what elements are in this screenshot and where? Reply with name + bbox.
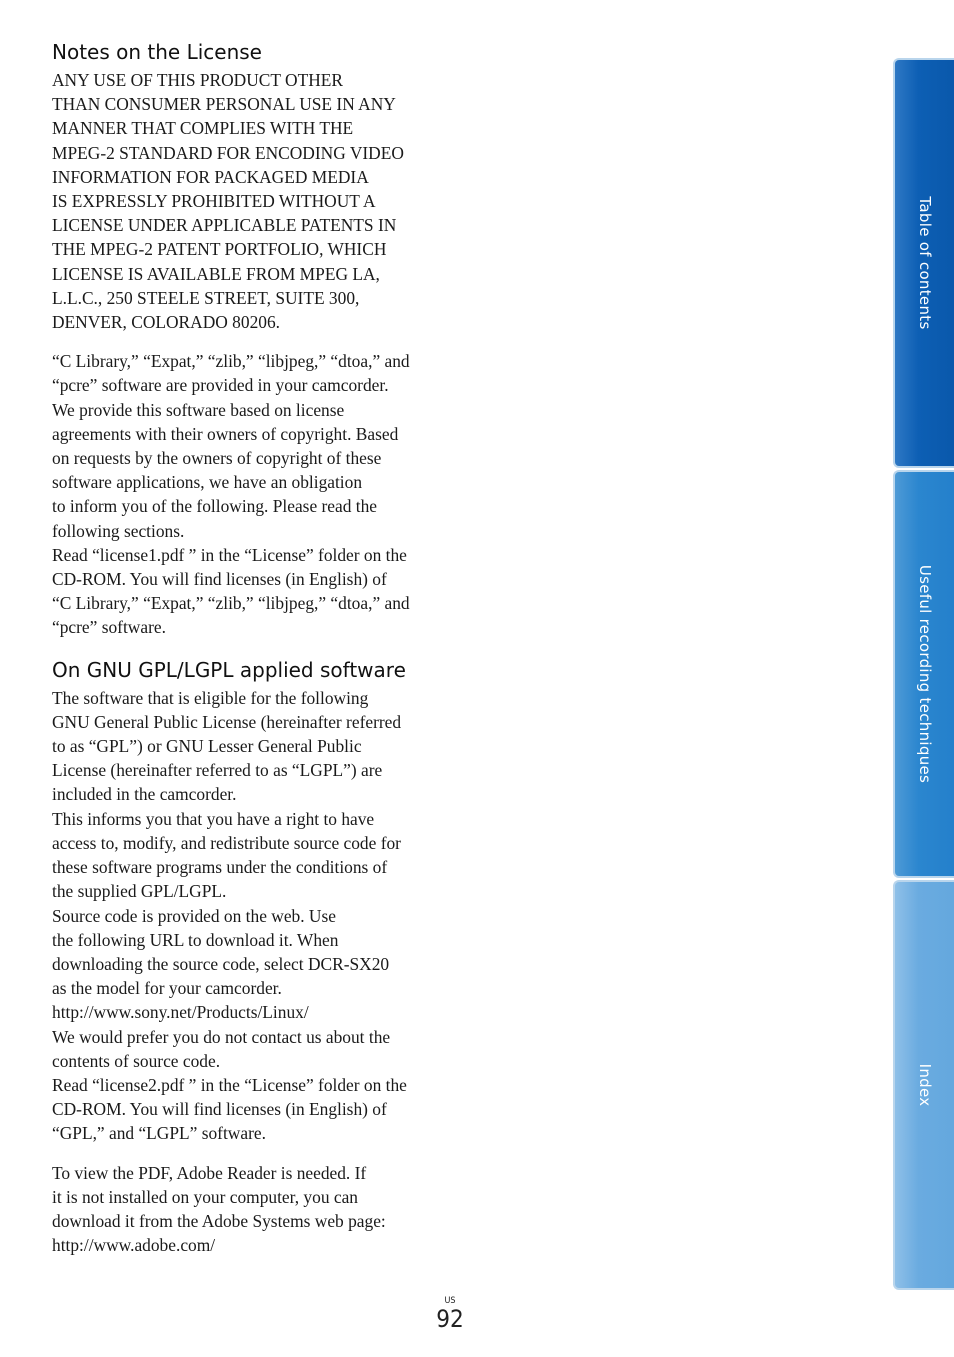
adobe-reader-paragraph: To view the PDF, Adobe Reader is needed. If it is not installed on your computer, you can download it from the Adobe Systems web page: http://www.adobe.com/ bbox=[52, 1162, 386, 1256]
tab-label: Index bbox=[915, 1063, 934, 1107]
tab-label: Table of contents bbox=[915, 196, 934, 330]
tab-useful-recording-techniques[interactable] bbox=[893, 470, 954, 878]
tab-table-of-contents[interactable] bbox=[893, 58, 954, 468]
page-region-code: US bbox=[444, 1296, 456, 1306]
page-number bbox=[430, 1296, 470, 1332]
gpl-paragraph: The software that is eligible for the following GNU General Public License (hereinafter referred to as “GPL”) or GNU Lesser General Public License (hereinafter referred to as “LGPL”) are included in the camcorder. This informs you that you have a right to have access to, modify, and redistribute source code for these software programs under the conditions of the supplied GPL/LGPL. Source code is provided on the web. Use the following URL to download it. When downloading the source code, select DCR-SX20 as the model for your camcorder. http://www.sony.net/Products/Linux/ We would prefer you do not contact us about the contents of source code. Read “license2.pdf ” in the “License” folder on the CD-ROM. You will find licenses (in English) of “GPL,” and “LGPL” software. bbox=[52, 687, 407, 1144]
mpeg2-notice-paragraph: ANY USE OF THIS PRODUCT OTHER THAN CONSUMER PERSONAL USE IN ANY MANNER THAT COMPLIES WITH THE MPEG-2 STANDARD FOR ENCODING VIDEO INFORMATION FOR PACKAGED MEDIA IS EXPRESSLY PROHIBITED WITHOUT A LICENSE UNDER APPLICABLE PATENTS IN THE MPEG-2 PATENT PORTFOLIO, WHICH LICENSE IS AVAILABLE FROM MPEG LA, L.L.C., 250 STEELE STREET, SUITE 300, DENVER, COLORADO 80206. bbox=[52, 70, 404, 333]
tab-index[interactable] bbox=[893, 880, 954, 1290]
section-license-notes bbox=[52, 38, 432, 640]
page-content bbox=[52, 38, 432, 1257]
software-license-paragraph: “C Library,” “Expat,” “zlib,” “libjpeg,” “dtoa,” and “pcre” software are provided in your camcorder. We provide this software based on license agreements with their owners of copyright. Based on requests by the owners of copyright of these software applications, we have an obligation to inform you of the following. Please read the following sections. Read “license1.pdf ” in the “License” folder on the CD-ROM. You will find licenses (in English) of “C Library,” “Expat,” “zlib,” “libjpeg,” “dtoa,” and “pcre” software. bbox=[52, 351, 410, 638]
section-gnu-gpl bbox=[52, 656, 432, 1258]
section-heading: Notes on the License bbox=[52, 40, 262, 64]
side-tab-nav bbox=[893, 58, 954, 1290]
tab-label: Useful recording techniques bbox=[915, 564, 934, 784]
page-number-value: 92 bbox=[436, 1305, 464, 1333]
section-heading: On GNU GPL/LGPL applied software bbox=[52, 657, 406, 682]
